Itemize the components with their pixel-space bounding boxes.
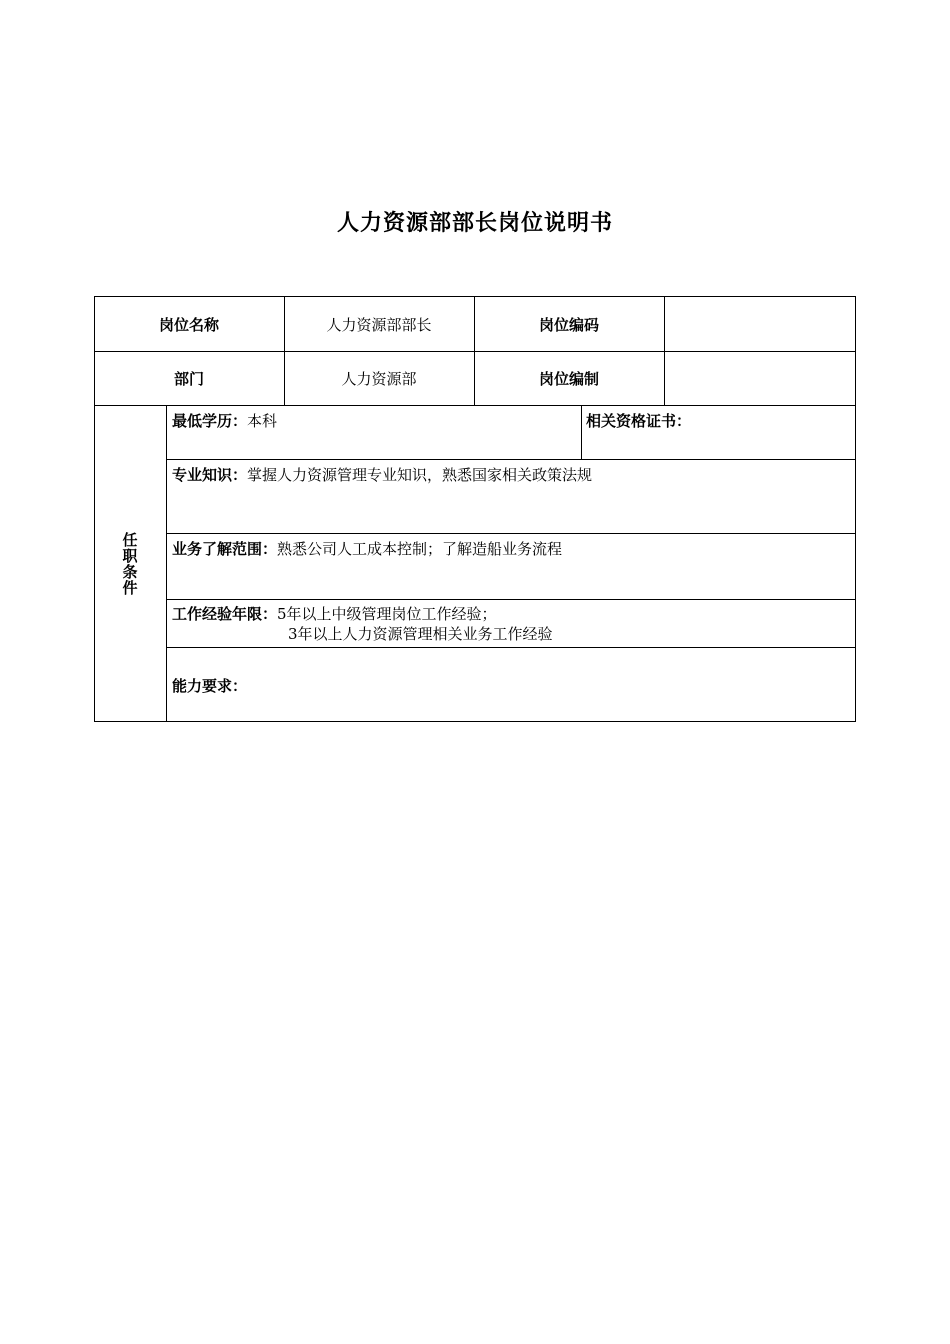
department-value-cell bbox=[284, 351, 474, 406]
business-scope-value: 熟悉公司人工成本控制；了解造船业务流程 bbox=[277, 540, 563, 558]
job-code-value-cell bbox=[664, 296, 856, 352]
department-label: 部门 bbox=[173, 370, 204, 388]
certificate-row bbox=[586, 411, 691, 431]
work-experience-line1: 5年以上中级管理岗位工作经验； bbox=[277, 605, 497, 623]
work-experience-row-2 bbox=[288, 624, 553, 644]
education-label: 最低学历： bbox=[172, 412, 248, 430]
work-experience-label: 工作经验年限： bbox=[172, 605, 278, 623]
education-row bbox=[172, 411, 277, 431]
row-divider bbox=[166, 459, 856, 460]
col-divider bbox=[581, 405, 582, 460]
headcount-value-cell bbox=[664, 351, 856, 406]
certificate-label: 相关资格证书： bbox=[586, 412, 692, 430]
row-divider bbox=[166, 647, 856, 648]
business-scope-label: 业务了解范围： bbox=[172, 540, 278, 558]
job-name-value: 人力资源部部长 bbox=[326, 315, 432, 334]
work-experience-row bbox=[172, 604, 497, 624]
headcount-label-cell bbox=[474, 351, 664, 406]
work-experience-line2: 3年以上人力资源管理相关业务工作经验 bbox=[288, 625, 553, 643]
col-divider bbox=[166, 405, 167, 722]
row-divider bbox=[166, 599, 856, 600]
ability-label: 能力要求： bbox=[172, 677, 248, 695]
job-code-label: 岗位编码 bbox=[538, 315, 599, 334]
job-description-table bbox=[94, 296, 856, 722]
department-label-cell bbox=[94, 351, 284, 406]
row-divider bbox=[166, 533, 856, 534]
ability-row bbox=[172, 676, 247, 696]
professional-knowledge-label: 专业知识： bbox=[172, 466, 248, 484]
job-name-label-cell bbox=[94, 296, 284, 352]
business-scope-row bbox=[172, 539, 562, 559]
education-value: 本科 bbox=[247, 412, 278, 430]
professional-knowledge-row bbox=[172, 465, 592, 485]
requirements-section-label: 任职条件 bbox=[120, 532, 139, 596]
department-value: 人力资源部 bbox=[341, 370, 417, 388]
job-name-label: 岗位名称 bbox=[158, 315, 219, 334]
job-name-value-cell bbox=[284, 296, 474, 352]
professional-knowledge-value: 掌握人力资源管理专业知识，熟悉国家相关政策法规 bbox=[247, 466, 593, 484]
requirements-section-label-cell bbox=[94, 406, 166, 722]
headcount-label: 岗位编制 bbox=[538, 370, 599, 388]
document-title: 人力资源部部长岗位说明书 bbox=[336, 211, 613, 236]
table-border-bottom bbox=[94, 721, 856, 722]
job-code-label-cell bbox=[474, 296, 664, 352]
